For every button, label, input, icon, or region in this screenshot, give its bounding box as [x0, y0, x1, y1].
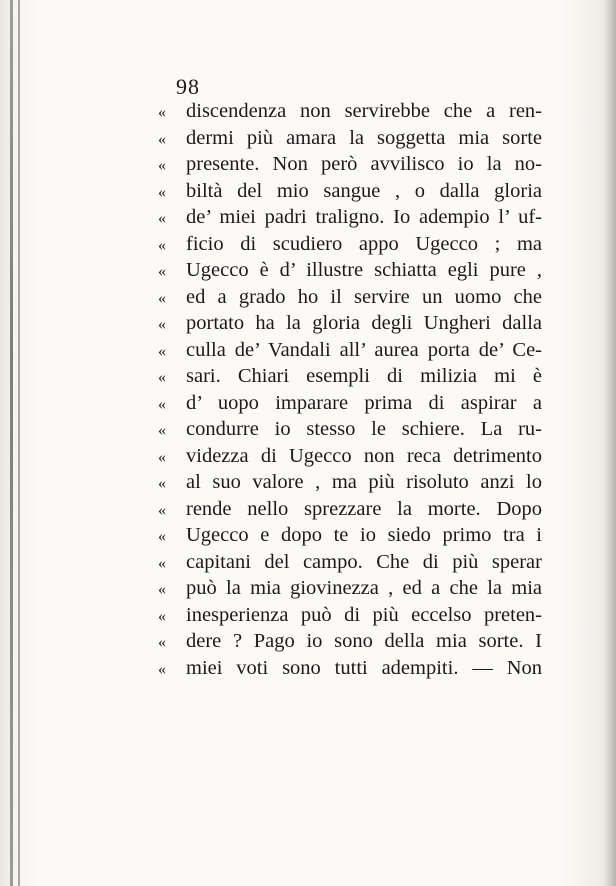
- text-line: [158, 125, 542, 152]
- line-text: può la mia giovinezza , ed a che la mia: [186, 577, 542, 599]
- quote-mark: «: [158, 475, 166, 492]
- text-line: [158, 257, 542, 284]
- quote-mark: «: [158, 210, 166, 227]
- line-text: videzza di Ugecco non reca detrimento: [186, 444, 542, 467]
- text-line: [158, 363, 542, 390]
- line-text: Ugecco e dopo te io siedo primo tra i: [186, 524, 542, 546]
- quote-mark: «: [158, 395, 166, 413]
- page-edge-shadow: [604, 0, 616, 886]
- line-text: al suo valore , ma più risoluto anzi lo: [186, 471, 542, 493]
- binding-edge-inner: [18, 0, 20, 886]
- text-line: [158, 416, 542, 443]
- line-text: ficio di scudiero appo Ugecco ; ma: [186, 232, 542, 255]
- line-text: portato ha la gloria degli Ungheri dalla: [186, 312, 542, 334]
- text-line: [158, 284, 542, 311]
- text-line: [158, 310, 542, 337]
- line-text: culla de’ Vandali all’ aurea porta de’ Ce-: [186, 338, 542, 361]
- quote-mark: «: [158, 422, 166, 439]
- quote-mark: «: [158, 183, 166, 201]
- quote-mark: «: [158, 581, 166, 598]
- text-line: [158, 178, 542, 205]
- line-text: miei voti sono tutti adempiti. — Non: [186, 656, 542, 679]
- quote-mark: «: [158, 528, 166, 545]
- quote-mark: «: [158, 448, 166, 466]
- page-number: 98: [176, 74, 200, 99]
- quote-mark: «: [158, 369, 166, 386]
- line-text: sari. Chiari esempli di milizia mi è: [186, 365, 542, 387]
- quote-mark: «: [158, 501, 166, 519]
- quote-mark: «: [158, 607, 166, 625]
- quote-mark: «: [158, 554, 166, 572]
- quote-mark: «: [158, 263, 166, 280]
- text-line: [158, 337, 542, 364]
- text-line: [158, 549, 542, 576]
- text-line: [158, 628, 542, 655]
- quote-mark: «: [158, 236, 166, 254]
- line-text: capitani del campo. Che di più sperar: [186, 550, 542, 573]
- text-line: [158, 443, 542, 470]
- line-text: discendenza non servirebbe che a ren-: [186, 100, 542, 122]
- line-text: ed a grado ho il servire un uomo che: [186, 285, 542, 308]
- text-line: [158, 98, 542, 125]
- quote-mark: «: [158, 342, 166, 360]
- line-text: dere ? Pago io sono della mia sorte. I: [186, 630, 542, 652]
- text-line: [158, 655, 542, 682]
- binding-edge: [10, 0, 13, 886]
- text-line: [158, 204, 542, 231]
- quote-mark: «: [158, 157, 166, 174]
- quote-mark: «: [158, 130, 166, 148]
- text-line: [158, 575, 542, 602]
- quote-mark: «: [158, 634, 166, 651]
- line-text: presente. Non però avvilisco io la no-: [186, 153, 542, 175]
- text-line: [158, 602, 542, 629]
- text-line: [158, 522, 542, 549]
- line-text: d’ uopo imparare prima di aspirar a: [186, 391, 542, 414]
- quote-mark: «: [158, 660, 166, 678]
- text-block: [158, 98, 542, 681]
- text-line: [158, 390, 542, 417]
- line-text: de’ miei padri traligno. Io adempio l’ uf-: [186, 206, 542, 228]
- text-line: [158, 496, 542, 523]
- quote-mark: «: [158, 289, 166, 307]
- line-text: rende nello sprezzare la morte. Dopo: [186, 497, 542, 520]
- line-text: inesperienza può di più eccelso preten-: [186, 603, 542, 626]
- line-text: biltà del mio sangue , o dalla gloria: [186, 179, 542, 202]
- quote-mark: «: [158, 316, 166, 333]
- text-line: [158, 231, 542, 258]
- text-line: [158, 151, 542, 178]
- text-line: [158, 469, 542, 496]
- line-text: Ugecco è d’ illustre schiatta egli pure ,: [186, 259, 542, 281]
- quote-mark: «: [158, 104, 166, 121]
- line-text: condurre io stesso le schiere. La ru-: [186, 418, 542, 440]
- line-text: dermi più amara la soggetta mia sorte: [186, 126, 542, 149]
